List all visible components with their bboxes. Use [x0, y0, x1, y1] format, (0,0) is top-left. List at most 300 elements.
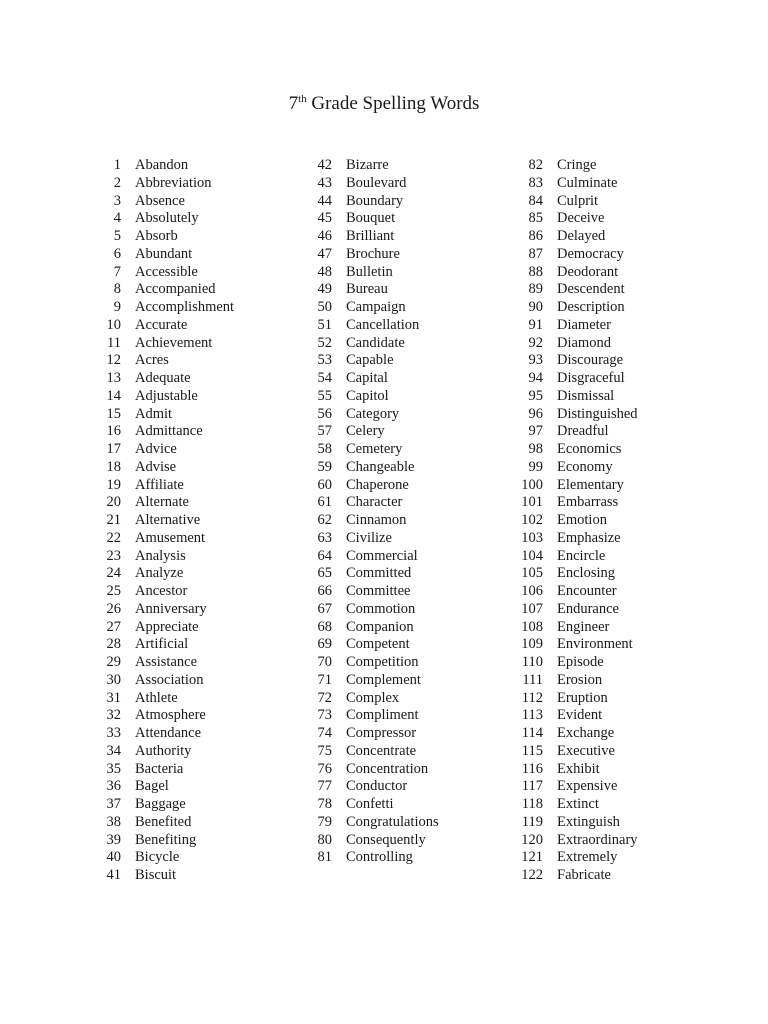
word-text: Compressor — [346, 725, 417, 741]
word-number: 122 — [521, 867, 543, 883]
word-number: 95 — [528, 387, 543, 404]
word-number: 18 — [106, 458, 121, 475]
word-row — [96, 335, 234, 353]
word-row — [307, 228, 439, 246]
word-number: 55 — [317, 387, 332, 404]
word-row — [96, 477, 234, 495]
word-row — [96, 317, 234, 335]
word-text: Accessible — [135, 263, 198, 280]
word-number: 20 — [106, 494, 121, 511]
word-text: Biscuit — [135, 867, 177, 883]
word-text: Celery — [346, 423, 385, 440]
word-text: Dreadful — [557, 423, 609, 440]
word-text: Enclosing — [557, 565, 615, 582]
word-number: 58 — [317, 441, 332, 457]
word-text: Delayed — [557, 228, 606, 244]
word-number: 111 — [522, 671, 543, 688]
word-number: 101 — [521, 494, 543, 511]
word-number: 29 — [106, 654, 121, 670]
word-text: Diamond — [557, 334, 611, 351]
word-row — [96, 512, 234, 530]
word-text: Deodorant — [557, 263, 619, 280]
word-row — [96, 441, 234, 459]
word-row — [518, 832, 638, 850]
word-number: 90 — [528, 299, 543, 315]
word-row — [96, 157, 234, 175]
word-number: 47 — [317, 245, 332, 262]
word-number: 64 — [317, 547, 332, 564]
word-number: 103 — [521, 529, 543, 546]
word-row — [96, 530, 234, 548]
word-text: Absorb — [135, 228, 178, 244]
word-number: 22 — [106, 529, 121, 546]
word-text: Benefiting — [135, 831, 197, 848]
word-text: Economics — [557, 441, 622, 457]
word-row — [307, 619, 439, 637]
word-text: Complement — [346, 671, 421, 688]
word-row — [518, 441, 638, 459]
word-row — [307, 512, 439, 530]
word-text: Ancestor — [135, 583, 188, 599]
word-row — [307, 636, 439, 654]
word-row — [307, 264, 439, 282]
word-row — [518, 654, 638, 672]
word-number: 46 — [317, 228, 332, 244]
word-row — [96, 849, 234, 867]
word-row — [518, 849, 638, 867]
word-text: Exchange — [557, 725, 615, 741]
word-row — [96, 672, 234, 690]
word-text: Environment — [557, 636, 633, 653]
page-title — [0, 92, 768, 118]
word-text: Advice — [135, 441, 177, 457]
word-number: 87 — [528, 245, 543, 262]
word-number: 32 — [106, 707, 121, 724]
word-number: 120 — [521, 831, 543, 848]
word-text: Abundant — [135, 245, 193, 262]
word-number: 67 — [317, 600, 332, 617]
word-text: Executive — [557, 742, 615, 759]
word-number: 39 — [106, 831, 121, 848]
word-text: Brochure — [346, 245, 400, 262]
word-number: 105 — [521, 565, 543, 582]
word-text: Analysis — [135, 547, 186, 564]
word-number: 106 — [521, 583, 543, 599]
word-row — [96, 743, 234, 761]
word-text: Bureau — [346, 281, 388, 298]
word-text: Athlete — [135, 689, 178, 706]
word-text: Cemetery — [346, 441, 403, 457]
word-row — [96, 690, 234, 708]
word-number: 11 — [107, 334, 121, 351]
title-superscript: th — [298, 93, 307, 105]
word-number: 96 — [528, 405, 543, 422]
word-row — [307, 530, 439, 548]
word-row — [518, 707, 638, 725]
word-text: Committee — [346, 583, 411, 599]
word-number: 9 — [113, 299, 121, 315]
word-text: Cringe — [557, 157, 597, 173]
word-row — [518, 423, 638, 441]
word-text: Elementary — [557, 476, 624, 493]
word-row — [518, 264, 638, 282]
word-row — [518, 565, 638, 583]
word-text: Bouquet — [346, 210, 396, 227]
word-number: 79 — [317, 813, 332, 830]
word-row — [518, 317, 638, 335]
word-row — [307, 814, 439, 832]
word-text: Category — [346, 405, 400, 422]
word-row — [518, 548, 638, 566]
word-number: 42 — [317, 157, 332, 173]
word-row — [518, 601, 638, 619]
word-text: Absolutely — [135, 210, 199, 227]
word-text: Amusement — [135, 529, 206, 546]
word-number: 83 — [528, 174, 543, 191]
word-number: 44 — [317, 192, 332, 209]
word-text: Accurate — [135, 316, 188, 333]
word-number: 74 — [317, 725, 332, 741]
word-text: Analyze — [135, 565, 184, 582]
word-text: Confetti — [346, 796, 394, 812]
word-text: Abbreviation — [135, 174, 212, 191]
word-number: 68 — [317, 618, 332, 635]
word-number: 71 — [317, 671, 332, 688]
word-row — [96, 636, 234, 654]
word-row — [96, 299, 234, 317]
word-text: Absence — [135, 192, 185, 209]
word-text: Baggage — [135, 796, 186, 812]
word-number: 56 — [317, 405, 332, 422]
word-number: 35 — [106, 760, 121, 777]
word-row — [307, 601, 439, 619]
word-text: Extinguish — [557, 813, 620, 830]
word-number: 100 — [521, 476, 543, 493]
word-number: 16 — [106, 423, 121, 440]
word-text: Attendance — [135, 725, 202, 741]
word-row — [518, 210, 638, 228]
word-row — [307, 796, 439, 814]
word-row — [307, 565, 439, 583]
word-row — [307, 761, 439, 779]
word-number: 119 — [521, 813, 543, 830]
word-text: Appreciate — [135, 618, 199, 635]
word-row — [96, 193, 234, 211]
word-text: Competition — [346, 654, 419, 670]
word-number: 97 — [528, 423, 543, 440]
word-row — [518, 228, 638, 246]
word-number: 21 — [106, 512, 121, 528]
word-text: Disgraceful — [557, 370, 625, 386]
word-row — [96, 761, 234, 779]
word-text: Compliment — [346, 707, 419, 724]
word-number: 85 — [528, 210, 543, 227]
word-text: Diameter — [557, 316, 611, 333]
word-text: Democracy — [557, 245, 624, 262]
word-row — [307, 690, 439, 708]
word-row — [307, 317, 439, 335]
word-number: 59 — [317, 458, 332, 475]
word-row — [518, 796, 638, 814]
word-row — [96, 778, 234, 796]
word-number: 114 — [521, 725, 543, 741]
word-row — [518, 725, 638, 743]
word-number: 30 — [106, 671, 121, 688]
word-number: 112 — [521, 689, 543, 706]
word-text: Admit — [135, 405, 173, 422]
word-row — [96, 583, 234, 601]
word-number: 28 — [106, 636, 121, 653]
word-text: Assistance — [135, 654, 198, 670]
word-row — [96, 814, 234, 832]
word-row — [518, 299, 638, 317]
word-column-2 — [307, 157, 439, 867]
word-text: Alternate — [135, 494, 189, 511]
word-number: 54 — [317, 370, 332, 386]
word-row — [307, 370, 439, 388]
word-number: 78 — [317, 796, 332, 812]
word-number: 61 — [317, 494, 332, 511]
word-row — [518, 370, 638, 388]
word-text: Embarrass — [557, 494, 619, 511]
word-row — [96, 619, 234, 637]
word-number: 80 — [317, 831, 332, 848]
word-text: Commercial — [346, 547, 418, 564]
word-row — [518, 459, 638, 477]
word-row — [518, 477, 638, 495]
word-row — [96, 867, 234, 885]
word-number: 107 — [521, 600, 543, 617]
word-row — [96, 796, 234, 814]
word-text: Extraordinary — [557, 831, 638, 848]
word-text: Anniversary — [135, 600, 207, 617]
word-row — [518, 636, 638, 654]
word-number: 63 — [317, 529, 332, 546]
word-row — [307, 583, 439, 601]
word-row — [96, 246, 234, 264]
word-number: 5 — [113, 228, 121, 244]
word-number: 98 — [528, 441, 543, 457]
word-text: Descendent — [557, 281, 625, 298]
word-number: 34 — [106, 742, 121, 759]
word-number: 113 — [521, 707, 543, 724]
word-row — [96, 264, 234, 282]
word-row — [307, 725, 439, 743]
word-row — [518, 583, 638, 601]
word-number: 49 — [317, 281, 332, 298]
word-number: 2 — [113, 174, 121, 191]
word-text: Authority — [135, 742, 192, 759]
title-grade: 7 — [288, 93, 299, 114]
word-number: 117 — [521, 778, 543, 795]
word-text: Encircle — [557, 547, 606, 564]
word-text: Civilize — [346, 529, 392, 546]
word-number: 102 — [521, 512, 543, 528]
word-text: Artificial — [135, 636, 189, 653]
word-column-3 — [518, 157, 638, 885]
word-text: Deceive — [557, 210, 605, 227]
word-text: Complex — [346, 689, 400, 706]
word-row — [307, 654, 439, 672]
word-text: Congratulations — [346, 813, 439, 830]
word-row — [518, 512, 638, 530]
word-number: 99 — [528, 458, 543, 475]
word-text: Capable — [346, 352, 394, 369]
word-text: Fabricate — [557, 867, 611, 883]
word-number: 10 — [106, 316, 121, 333]
word-number: 45 — [317, 210, 332, 227]
word-text: Brilliant — [346, 228, 395, 244]
word-text: Engineer — [557, 618, 610, 635]
word-text: Benefited — [135, 813, 192, 830]
word-row — [518, 672, 638, 690]
word-number: 88 — [528, 263, 543, 280]
word-number: 62 — [317, 512, 332, 528]
word-text: Bagel — [135, 778, 169, 795]
word-text: Changeable — [346, 458, 415, 475]
word-number: 65 — [317, 565, 332, 582]
word-text: Association — [135, 671, 204, 688]
word-row — [307, 193, 439, 211]
word-row — [518, 352, 638, 370]
word-row — [307, 423, 439, 441]
word-text: Bicycle — [135, 849, 180, 866]
word-row — [518, 690, 638, 708]
word-number: 66 — [317, 583, 332, 599]
word-row — [96, 210, 234, 228]
word-row — [307, 743, 439, 761]
word-number: 17 — [106, 441, 121, 457]
word-row — [307, 246, 439, 264]
word-number: 31 — [106, 689, 121, 706]
word-row — [307, 352, 439, 370]
word-number: 43 — [317, 174, 332, 191]
word-text: Candidate — [346, 334, 405, 351]
word-row — [518, 814, 638, 832]
word-text: Admittance — [135, 423, 203, 440]
word-row — [518, 388, 638, 406]
word-text: Affiliate — [135, 476, 184, 493]
word-text: Atmosphere — [135, 707, 206, 724]
word-text: Eruption — [557, 689, 608, 706]
word-number: 24 — [106, 565, 121, 582]
word-row — [96, 423, 234, 441]
word-text: Capital — [346, 370, 388, 386]
word-row — [96, 654, 234, 672]
word-text: Accomplishment — [135, 299, 235, 315]
word-row — [518, 193, 638, 211]
word-number: 92 — [528, 334, 543, 351]
word-number: 108 — [521, 618, 543, 635]
word-row — [307, 441, 439, 459]
word-number: 121 — [521, 849, 543, 866]
word-row — [96, 388, 234, 406]
word-row — [518, 530, 638, 548]
word-text: Exhibit — [557, 760, 600, 777]
word-row — [307, 778, 439, 796]
word-number: 50 — [317, 299, 332, 315]
word-text: Extremely — [557, 849, 618, 866]
word-number: 81 — [317, 849, 332, 866]
word-number: 36 — [106, 778, 121, 795]
word-number: 38 — [106, 813, 121, 830]
word-text: Dismissal — [557, 387, 615, 404]
word-text: Emotion — [557, 512, 607, 528]
word-number: 118 — [521, 796, 543, 812]
word-number: 3 — [113, 192, 121, 209]
word-row — [307, 672, 439, 690]
word-number: 14 — [106, 387, 121, 404]
word-row — [307, 388, 439, 406]
word-row — [518, 494, 638, 512]
word-number: 104 — [521, 547, 543, 564]
word-text: Chaperone — [346, 476, 409, 493]
word-number: 91 — [528, 316, 543, 333]
word-text: Achievement — [135, 334, 213, 351]
word-row — [96, 565, 234, 583]
word-number: 69 — [317, 636, 332, 653]
word-text: Episode — [557, 654, 604, 670]
title-rest: Grade Spelling Words — [306, 93, 480, 114]
word-text: Erosion — [557, 671, 603, 688]
word-text: Boundary — [346, 192, 404, 209]
word-text: Companion — [346, 618, 414, 635]
word-row — [96, 707, 234, 725]
word-number: 15 — [106, 405, 121, 422]
word-number: 26 — [106, 600, 121, 617]
word-text: Concentration — [346, 760, 429, 777]
word-number: 77 — [317, 778, 332, 795]
word-row — [96, 228, 234, 246]
word-row — [518, 335, 638, 353]
word-row — [96, 548, 234, 566]
word-row — [518, 175, 638, 193]
word-text: Campaign — [346, 299, 406, 315]
word-row — [307, 335, 439, 353]
word-number: 72 — [317, 689, 332, 706]
word-text: Adjustable — [135, 387, 198, 404]
word-number: 109 — [521, 636, 543, 653]
word-text: Concentrate — [346, 742, 417, 759]
word-text: Conductor — [346, 778, 408, 795]
word-row — [96, 370, 234, 388]
word-text: Accompanied — [135, 281, 216, 298]
word-row — [307, 477, 439, 495]
word-row — [307, 459, 439, 477]
word-row — [307, 210, 439, 228]
word-number: 60 — [317, 476, 332, 493]
word-text: Committed — [346, 565, 412, 582]
word-text: Culprit — [557, 192, 599, 209]
word-number: 27 — [106, 618, 121, 635]
word-number: 86 — [528, 228, 543, 244]
word-number: 51 — [317, 316, 332, 333]
word-text: Emphasize — [557, 529, 621, 546]
word-text: Abandon — [135, 157, 189, 173]
word-row — [96, 459, 234, 477]
word-row — [307, 406, 439, 424]
word-text: Economy — [557, 458, 613, 475]
word-row — [518, 406, 638, 424]
word-text: Expensive — [557, 778, 618, 795]
word-text: Controlling — [346, 849, 413, 866]
word-number: 33 — [106, 725, 121, 741]
word-text: Character — [346, 494, 403, 511]
word-row — [96, 601, 234, 619]
word-text: Endurance — [557, 600, 619, 617]
word-number: 116 — [521, 760, 543, 777]
word-row — [307, 548, 439, 566]
